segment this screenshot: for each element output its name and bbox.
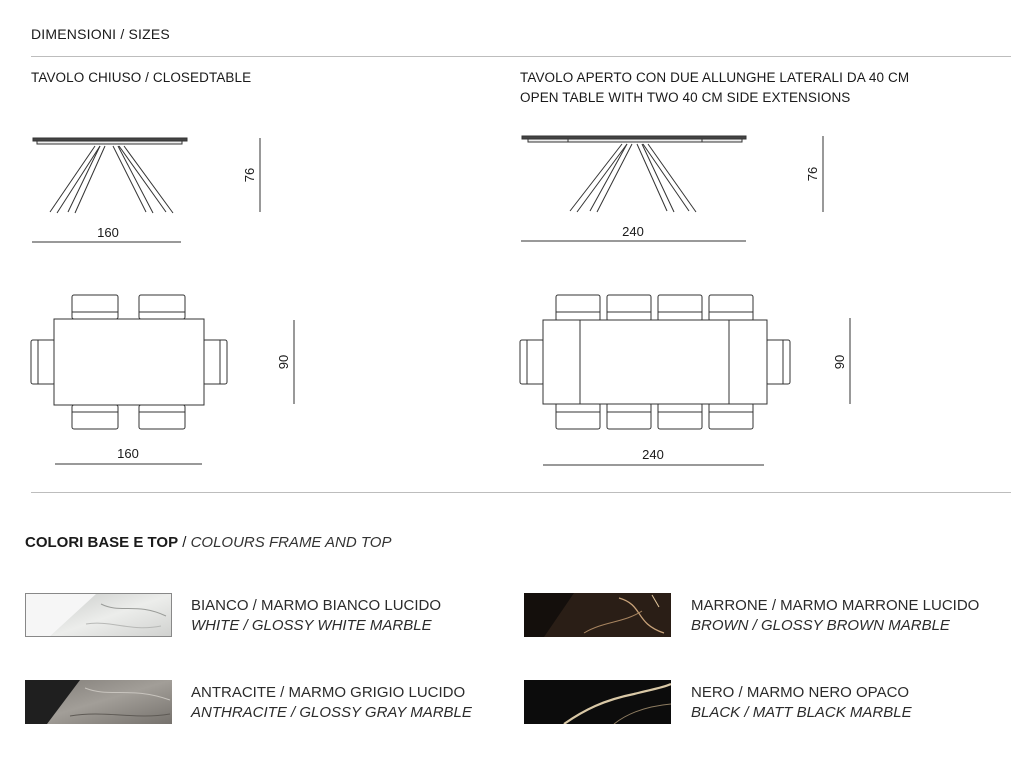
finish-brown-it: MARRONE / MARMO MARRONE LUCIDO (691, 597, 980, 614)
swatch-brown (524, 593, 671, 637)
open-table-label-en: OPEN TABLE WITH TWO 40 CM SIDE EXTENSIONS (520, 90, 851, 105)
page-title: DIMENSIONI / SIZES (31, 26, 170, 42)
open-table-label-it: TAVOLO APERTO CON DUE ALLUNGHE LATERALI DA 40 CM (520, 70, 910, 85)
open-top-surface (543, 320, 767, 404)
finish-white (191, 596, 441, 636)
swatch-black (524, 680, 671, 724)
divider-middle (31, 492, 1011, 493)
finish-anthracite (191, 683, 472, 723)
closed-top-depth-label: 90 (276, 354, 291, 370)
colors-title-italic: COLOURS FRAME AND TOP (190, 534, 392, 551)
closed-top-width-label: 160 (117, 446, 139, 461)
closed-side-height-label: 76 (242, 167, 257, 183)
finish-white-it: BIANCO / MARMO BIANCO LUCIDO (191, 597, 442, 614)
swatch-anthracite (25, 680, 172, 724)
finish-brown (691, 596, 979, 636)
colors-title-bold: COLORI BASE E TOP (25, 534, 179, 551)
open-side-height-label: 76 (805, 166, 820, 182)
finish-anthracite-it: ANTRACITE / MARMO GRIGIO LUCIDO (191, 684, 466, 701)
finish-anthracite-en: ANTHRACITE / GLOSSY GRAY MARBLE (191, 704, 472, 721)
open-top-depth-label: 90 (832, 354, 847, 370)
finish-white-en: WHITE / GLOSSY WHITE MARBLE (191, 617, 432, 634)
closed-side-width-label: 160 (97, 225, 119, 240)
open-top-width-label: 240 (642, 447, 664, 462)
closed-table-label: TAVOLO CHIUSO / CLOSEDTABLE (31, 70, 252, 85)
colors-title (25, 534, 391, 551)
finish-black-en: BLACK / MATT BLACK MARBLE (691, 704, 912, 721)
finish-black-it: NERO / MARMO NERO OPACO (691, 684, 910, 701)
open-side-width-label: 240 (622, 224, 644, 239)
finish-black (691, 683, 912, 723)
finish-brown-en: BROWN / GLOSSY BROWN MARBLE (691, 617, 950, 634)
swatch-white (25, 593, 172, 637)
colors-title-sep: / (178, 534, 191, 551)
